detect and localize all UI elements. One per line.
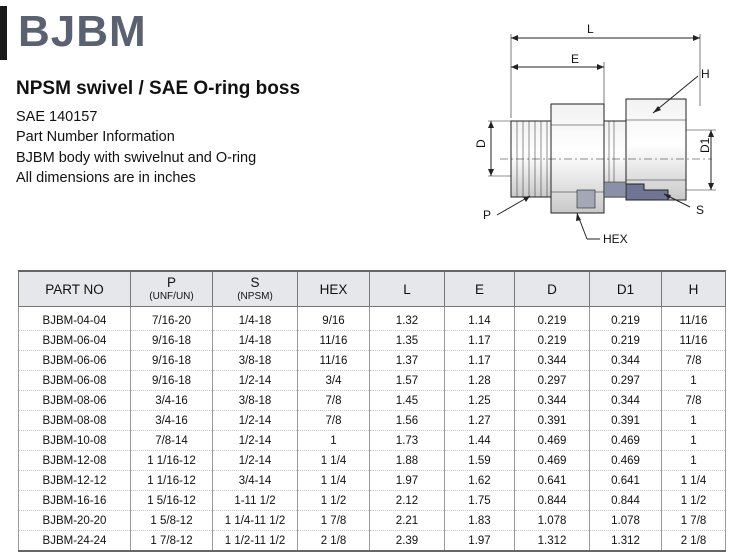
table-cell: 1/2-14 <box>213 431 298 451</box>
column-header: HEX <box>298 271 370 307</box>
table-cell: 0.391 <box>590 411 662 431</box>
table-row <box>19 307 726 331</box>
table-cell: 0.219 <box>590 307 662 331</box>
table-cell: 1.56 <box>370 411 445 431</box>
dim-label-d: D <box>474 139 488 148</box>
table-cell: 2 1/8 <box>662 531 726 552</box>
table-cell: 1.59 <box>445 451 515 471</box>
table-row <box>19 431 726 451</box>
info-line: SAE 140157 <box>16 109 98 125</box>
column-header: P (UNF/UN) <box>131 271 213 307</box>
table-cell: 11/16 <box>298 351 370 371</box>
table-cell: 1.73 <box>370 431 445 451</box>
part-number-cell: BJBM-10-08 <box>19 431 131 451</box>
table-cell: 2 1/8 <box>298 531 370 552</box>
table-cell: 1/2-14 <box>213 451 298 471</box>
info-line: Part Number Information <box>16 129 175 146</box>
column-header: S (NPSM) <box>213 271 298 307</box>
table-cell: 1.312 <box>590 531 662 552</box>
part-number-cell: BJBM-08-08 <box>19 411 131 431</box>
table-cell: 3/4 <box>298 371 370 391</box>
table-cell: 0.344 <box>590 391 662 411</box>
info-lines <box>16 107 256 188</box>
table-header-row <box>19 271 726 307</box>
table-row <box>19 511 726 531</box>
dim-label-e: E <box>571 52 580 66</box>
table-row <box>19 331 726 351</box>
table-row <box>19 451 726 471</box>
table-cell: 1.25 <box>445 391 515 411</box>
table-cell: 1/2-14 <box>213 411 298 431</box>
table-cell: 11/16 <box>662 331 726 351</box>
table-cell: 1 <box>662 371 726 391</box>
table-cell: 7/8 <box>298 411 370 431</box>
table-cell: 0.344 <box>515 391 590 411</box>
table-cell: 1 <box>662 431 726 451</box>
table-cell: 1.28 <box>445 371 515 391</box>
table-cell: 1.62 <box>445 471 515 491</box>
table-cell: 1.83 <box>445 511 515 531</box>
table-cell: 1 7/8-12 <box>131 531 213 552</box>
column-header: H <box>662 271 726 307</box>
table-cell: 1.45 <box>370 391 445 411</box>
part-number-cell: BJBM-06-08 <box>19 371 131 391</box>
table-cell: 1 5/8-12 <box>131 511 213 531</box>
table-cell: 1/2-14 <box>213 371 298 391</box>
table-row <box>19 351 726 371</box>
table-cell: 1.27 <box>445 411 515 431</box>
table-cell: 11/16 <box>662 307 726 331</box>
table-row <box>19 391 726 411</box>
fitting-diagram <box>462 18 730 250</box>
table-cell: 1 1/4 <box>662 471 726 491</box>
table-cell: 1.88 <box>370 451 445 471</box>
table-cell: 0.219 <box>515 307 590 331</box>
table-row <box>19 491 726 511</box>
table-cell: 0.469 <box>590 451 662 471</box>
table-cell: 11/16 <box>298 331 370 351</box>
table-body <box>19 307 726 552</box>
dim-label-l: L <box>587 22 594 36</box>
table-cell: 2.12 <box>370 491 445 511</box>
table-cell: 0.641 <box>515 471 590 491</box>
table-cell: 9/16-18 <box>131 331 213 351</box>
table-cell: 1 1/2 <box>298 491 370 511</box>
part-number-cell: BJBM-12-08 <box>19 451 131 471</box>
table-cell: 1 1/4-11 1/2 <box>213 511 298 531</box>
part-number-cell: BJBM-16-16 <box>19 491 131 511</box>
table-cell: 1 1/16-12 <box>131 451 213 471</box>
table-cell: 3/8-18 <box>213 351 298 371</box>
table-cell: 0.469 <box>515 451 590 471</box>
table-cell: 1 7/8 <box>298 511 370 531</box>
product-code: BJBM <box>18 7 147 56</box>
table-cell: 1 <box>662 451 726 471</box>
table-cell: 1 1/2 <box>662 491 726 511</box>
table-cell: 9/16-18 <box>131 351 213 371</box>
table-cell: 1 1/2-11 1/2 <box>213 531 298 552</box>
info-line: BJBM body with swivelnut and O-ring <box>16 149 257 166</box>
table-cell: 0.219 <box>590 331 662 351</box>
dim-label-h: H <box>701 67 710 81</box>
dim-label-p: P <box>483 208 492 222</box>
table-cell: 1.078 <box>515 511 590 531</box>
table-cell: 1 <box>662 411 726 431</box>
table-cell: 0.297 <box>515 371 590 391</box>
table-cell: 1 5/16-12 <box>131 491 213 511</box>
table-cell: 7/8 <box>662 351 726 371</box>
dim-label-d1: D1 <box>698 137 712 153</box>
table-cell: 0.844 <box>590 491 662 511</box>
table-cell: 3/4-16 <box>131 391 213 411</box>
table-cell: 1.078 <box>590 511 662 531</box>
table-cell: 2.21 <box>370 511 445 531</box>
column-header: D <box>515 271 590 307</box>
table-cell: 0.391 <box>515 411 590 431</box>
table-cell: 1.57 <box>370 371 445 391</box>
table-cell: 1.14 <box>445 307 515 331</box>
part-number-cell: BJBM-06-06 <box>19 351 131 371</box>
title-accent-bar <box>0 6 7 60</box>
column-header: PART NO <box>19 271 131 307</box>
dim-label-s: S <box>696 203 705 217</box>
table-cell: 0.641 <box>590 471 662 491</box>
table-row <box>19 411 726 431</box>
table-cell: 3/8-18 <box>213 391 298 411</box>
part-number-cell: BJBM-08-06 <box>19 391 131 411</box>
table-row <box>19 371 726 391</box>
table-cell: 1 7/8 <box>662 511 726 531</box>
column-header: L <box>370 271 445 307</box>
table-cell: 1 1/16-12 <box>131 471 213 491</box>
table-cell: 0.297 <box>590 371 662 391</box>
table-cell: 1.32 <box>370 307 445 331</box>
table-cell: 0.219 <box>515 331 590 351</box>
table-cell: 1-11 1/2 <box>213 491 298 511</box>
table-cell: 1.75 <box>445 491 515 511</box>
info-line: All dimensions are in inches <box>16 169 196 186</box>
table-cell: 9/16 <box>298 307 370 331</box>
table-cell: 7/8 <box>662 391 726 411</box>
table-cell: 7/16-20 <box>131 307 213 331</box>
product-subtitle: NPSM swivel / SAE O-ring boss <box>16 78 301 99</box>
table-cell: 7/8-14 <box>131 431 213 451</box>
table-cell: 0.469 <box>590 431 662 451</box>
table-cell: 0.344 <box>590 351 662 371</box>
table-cell: 1 1/4 <box>298 451 370 471</box>
part-number-cell: BJBM-20-20 <box>19 511 131 531</box>
table-cell: 1.312 <box>515 531 590 552</box>
table-cell: 1.44 <box>445 431 515 451</box>
table-cell: 1/4-18 <box>213 307 298 331</box>
table-cell: 1.35 <box>370 331 445 351</box>
table-cell: 1 <box>298 431 370 451</box>
table-cell: 1.17 <box>445 351 515 371</box>
table-cell: 1/4-18 <box>213 331 298 351</box>
table-cell: 0.344 <box>515 351 590 371</box>
table-cell: 3/4-14 <box>213 471 298 491</box>
table-cell: 2.39 <box>370 531 445 552</box>
table-cell: 1.17 <box>445 331 515 351</box>
table-cell: 1.97 <box>370 471 445 491</box>
table-cell: 0.469 <box>515 431 590 451</box>
column-header: D1 <box>590 271 662 307</box>
part-number-cell: BJBM-04-04 <box>19 307 131 331</box>
table-row <box>19 531 726 552</box>
dim-label-hex: HEX <box>603 232 628 246</box>
table-cell: 1 1/4 <box>298 471 370 491</box>
table-row <box>19 471 726 491</box>
part-number-cell: BJBM-06-04 <box>19 331 131 351</box>
table-cell: 9/16-18 <box>131 371 213 391</box>
table-cell: 1.37 <box>370 351 445 371</box>
part-number-cell: BJBM-24-24 <box>19 531 131 552</box>
table-cell: 0.844 <box>515 491 590 511</box>
table-cell: 7/8 <box>298 391 370 411</box>
part-number-cell: BJBM-12-12 <box>19 471 131 491</box>
table-cell: 1.97 <box>445 531 515 552</box>
table-cell: 3/4-16 <box>131 411 213 431</box>
column-header: E <box>445 271 515 307</box>
part-number-table <box>18 270 726 552</box>
